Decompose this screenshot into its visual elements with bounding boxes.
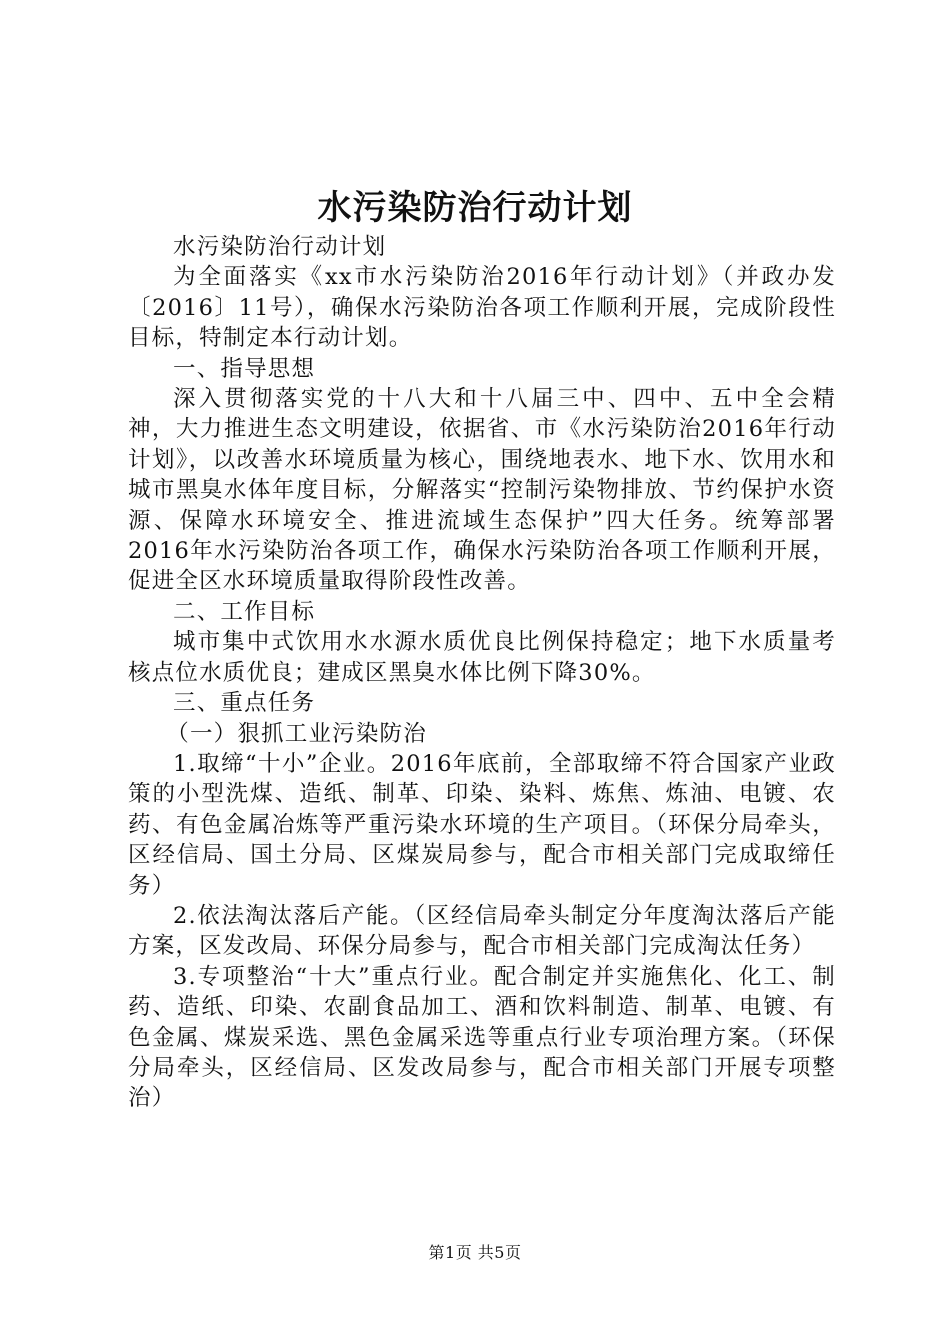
heading-guiding-ideology: 一、指导思想 — [173, 355, 316, 382]
paragraph-subtitle: 水污染防治行动计划 — [173, 234, 387, 260]
paragraph-guiding-ideology: 深入贯彻落实党的十八大和十八届三中、四中、五中全会精神，大力推进生态文明建设，依据省、市《水污染防治2016年行动计划》，以改善水环境质量为核心，围绕地表水、地下水、饮用水和城市黑臭水体年度目标，分解落实“控制污染物排放、节约保护水资源、保障水环境安全、推进流域生态保护”四大任务。统筹部署2016年水污染防治各项工作，确保水污染防治各项工作顺利开展，促进全区水环境质量取得阶段性改善。 — [128, 386, 836, 595]
paragraph-task-2: 2.依法淘汰落后产能。（区经信局牵头制定分年度淘汰落后产能方案，区发改局、环保分局参与，配合市相关部门完成淘汰任务） — [128, 902, 836, 960]
document-title: 水污染防治行动计划 — [317, 188, 633, 228]
heading-key-tasks: 三、重点任务 — [173, 690, 316, 717]
heading-work-goals: 二、工作目标 — [173, 598, 316, 625]
page-footer: 第1页 共5页 — [428, 1243, 522, 1262]
paragraph-intro: 为全面落实《xx市水污染防治2016年行动计划》（并政办发〔2016〕11号），确保水污染防治各项工作顺利开展，完成阶段性目标，特制定本行动计划。 — [128, 264, 836, 352]
paragraph-task-3: 3.专项整治“十大”重点行业。配合制定并实施焦化、化工、制药、造纸、印染、农副食品加工、酒和饮料制造、制革、电镀、有色金属、煤炭采选、黑色金属采选等重点行业专项治理方案。（环保分局牵头，区经信局、区发改局参与，配合市相关部门开展专项整治） — [128, 963, 836, 1112]
paragraph-task-1: 1.取缔“十小”企业。2016年底前，全部取缔不符合国家产业政策的小型洗煤、造纸、制革、印染、染料、炼焦、炼油、电镀、农药、有色金属冶炼等严重污染水环境的生产项目。（环保分局牵头，区经信局、国土分局、区煤炭局参与，配合市相关部门完成取缔任务） — [128, 750, 836, 899]
subheading-industrial-pollution: （一）狠抓工业污染防治 — [166, 720, 427, 747]
paragraph-work-goals: 城市集中式饮用水水源水质优良比例保持稳定；地下水质量考核点位水质优良；建成区黑臭水体比例下降30%。 — [128, 629, 836, 686]
document-body — [128, 232, 836, 1114]
